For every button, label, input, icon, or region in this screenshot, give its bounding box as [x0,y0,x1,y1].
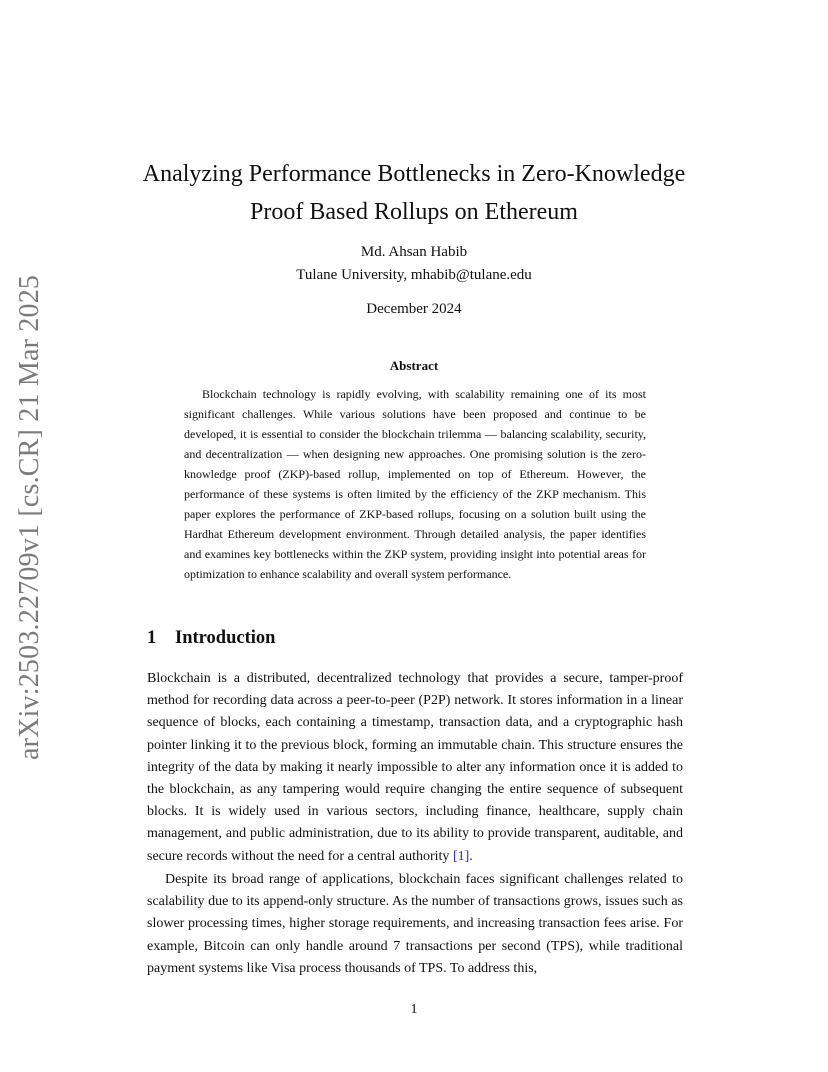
paragraph-1-text: Blockchain is a distributed, decentralized technology that provides a secure, tamper-proof method for recording data across a peer-to-peer (P2P) network. It stores information in a linear sequence of blocks, each containing a timestamp, transaction data, and a cryptographic hash pointer linking it to the previous block, forming an immutable chain. This structure ensures the integrity of the data by making it nearly impossible to alter any information once it is added to the blockchain, as any tampering would require changing the entire sequence of subsequent blocks. It is widely used in various sectors, including finance, healthcare, supply chain management, and public administration, due to its ability to provide transparent, auditable, and secure records without the need for a central authority [147,671,683,864]
paragraph-1 [147,668,683,868]
paper-date: December 2024 [366,301,462,317]
abstract-heading: Abstract [389,358,439,373]
arxiv-identifier: arXiv:2503.22709v1 [cs.CR] 21 Mar 2025 [14,274,45,760]
page-number: 1 [410,1002,418,1017]
citation-link[interactable]: [1] [452,848,470,864]
author-name: Md. Ahsan Habib [360,244,468,260]
abstract-body: Blockchain technology is rapidly evolving, with scalability remaining one of its most significant challenges. While various solutions have been proposed and continue to be developed, it is essential to consider the blockchain trilemma — balancing scalability, security, and decentralization — when designing new approaches. One promising solution is the zero-knowledge proof (ZKP)-based rollup, implemented on top of Ethereum. However, the performance of these systems is often limited by the efficiency of the ZKP mechanism. This paper explores the performance of ZKP-based rollups, focusing on a solution built using the Hardhat Ethereum development environment. Through detailed analysis, the paper identifies and examines key bottlenecks within the ZKP system, providing insight into potential areas for optimization to enhance scalability and overall system performance. [184,387,646,581]
author-affiliation: Tulane University, mhabib@tulane.edu [296,267,532,283]
section-heading [147,628,275,649]
section-number: 1 [147,628,157,648]
paragraph-2: Despite its broad range of applications, blockchain faces significant challenges related to scalability due to its append-only structure. As the number of transactions grows, issues such as slower processing times, higher storage requirements, and increasing transaction fees arise. For example, Bitcoin can only handle around 7 transactions per second (TPS), while traditional payment systems like Visa process thousands of TPS. To address this, [147,872,683,976]
paragraph-1-end: . [469,848,473,864]
paper-title: Analyzing Performance Bottlenecks in Zero-Knowledge Proof Based Rollups on Ethereum [142,161,686,225]
section-title: Introduction [175,628,276,648]
